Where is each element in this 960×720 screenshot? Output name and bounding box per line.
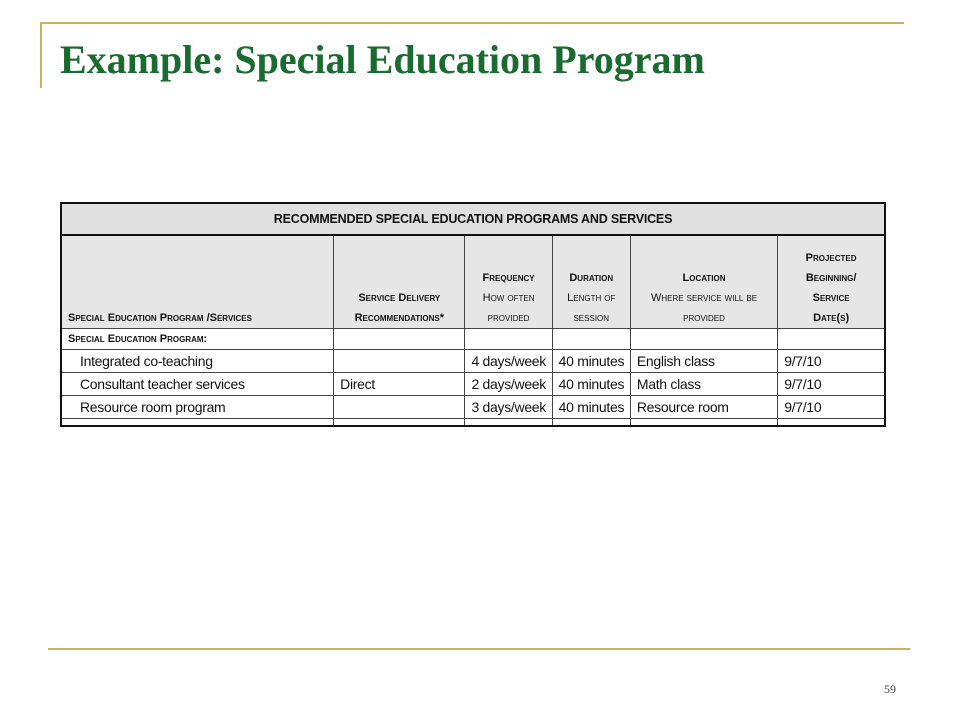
- bottom-border-line: [48, 648, 910, 650]
- column-header-location-line2: Where service will be: [650, 292, 758, 304]
- column-header-location: [630, 235, 777, 329]
- column-header-duration-line2: Length of: [567, 292, 616, 304]
- column-header-delivery: [334, 235, 465, 329]
- delivery-cell: [334, 396, 465, 419]
- duration-cell: 40 minutes: [552, 350, 630, 373]
- date-cell: 9/7/10: [778, 396, 885, 419]
- column-header-duration: [552, 235, 630, 329]
- column-header-duration-line1: Duration: [569, 272, 614, 284]
- left-border-line: [40, 22, 42, 88]
- column-header-date: [778, 235, 885, 329]
- date-cell: 9/7/10: [778, 350, 885, 373]
- page-number: 59: [884, 682, 896, 696]
- services-table: [60, 202, 886, 427]
- table-row: [61, 350, 885, 373]
- table-cell: [778, 329, 885, 350]
- delivery-cell: Direct: [334, 373, 465, 396]
- column-header-date-line4: Date(s): [813, 312, 850, 324]
- column-header-date-line1: Projected: [805, 252, 857, 264]
- table-header: RECOMMENDED SPECIAL EDUCATION PROGRAMS AND SERVICES: [61, 203, 885, 235]
- column-header-delivery-line1: Service Delivery: [358, 292, 441, 304]
- column-header-date-line2: Beginning/: [805, 272, 857, 284]
- column-header-program: [61, 235, 334, 329]
- program-cell: Consultant teacher services: [61, 373, 334, 396]
- table-cell: [552, 419, 630, 427]
- column-header-program-text: Special Education Program /Services: [68, 312, 252, 324]
- program-services-form: [60, 202, 888, 430]
- slide-title: Example: Special Education Program: [60, 37, 705, 82]
- table-cell: [334, 329, 465, 350]
- program-cell: Resource room program: [61, 396, 334, 419]
- duration-cell: 40 minutes: [552, 396, 630, 419]
- section-row: [61, 329, 885, 350]
- table-cell: [552, 329, 630, 350]
- section-label: Special Education Program:: [61, 329, 334, 350]
- duration-cell: 40 minutes: [552, 373, 630, 396]
- column-header-frequency-line3: provided: [487, 312, 530, 324]
- column-header-frequency-line1: Frequency: [482, 272, 535, 284]
- table-cell: [778, 419, 885, 427]
- program-cell: Integrated co-teaching: [61, 350, 334, 373]
- frequency-cell: 3 days/week: [465, 396, 552, 419]
- table-cell: [334, 419, 465, 427]
- column-header-location-line3: provided: [683, 312, 725, 324]
- frequency-cell: 4 days/week: [465, 350, 552, 373]
- table-cell: [61, 419, 334, 427]
- frequency-cell: 2 days/week: [465, 373, 552, 396]
- column-header-row: [61, 235, 885, 329]
- table-cell: [630, 419, 777, 427]
- table-header-row: [61, 203, 885, 235]
- column-header-frequency-line2: How often: [482, 292, 535, 304]
- location-cell: Resource room: [630, 396, 777, 419]
- table-row: [61, 396, 885, 419]
- column-header-frequency: [465, 235, 552, 329]
- delivery-cell: [334, 350, 465, 373]
- location-cell: English class: [630, 350, 777, 373]
- table-row: [61, 373, 885, 396]
- column-header-date-line3: Service: [812, 292, 850, 304]
- table-cell: [630, 329, 777, 350]
- date-cell: 9/7/10: [778, 373, 885, 396]
- location-cell: Math class: [630, 373, 777, 396]
- column-header-location-line1: Location: [682, 272, 726, 284]
- top-border-line: [40, 22, 904, 24]
- column-header-delivery-line2: Recommendations*: [354, 312, 445, 324]
- column-header-duration-line3: session: [573, 312, 610, 324]
- table-cell: [465, 419, 552, 427]
- table-row-cutoff: [61, 419, 885, 427]
- table-cell: [465, 329, 552, 350]
